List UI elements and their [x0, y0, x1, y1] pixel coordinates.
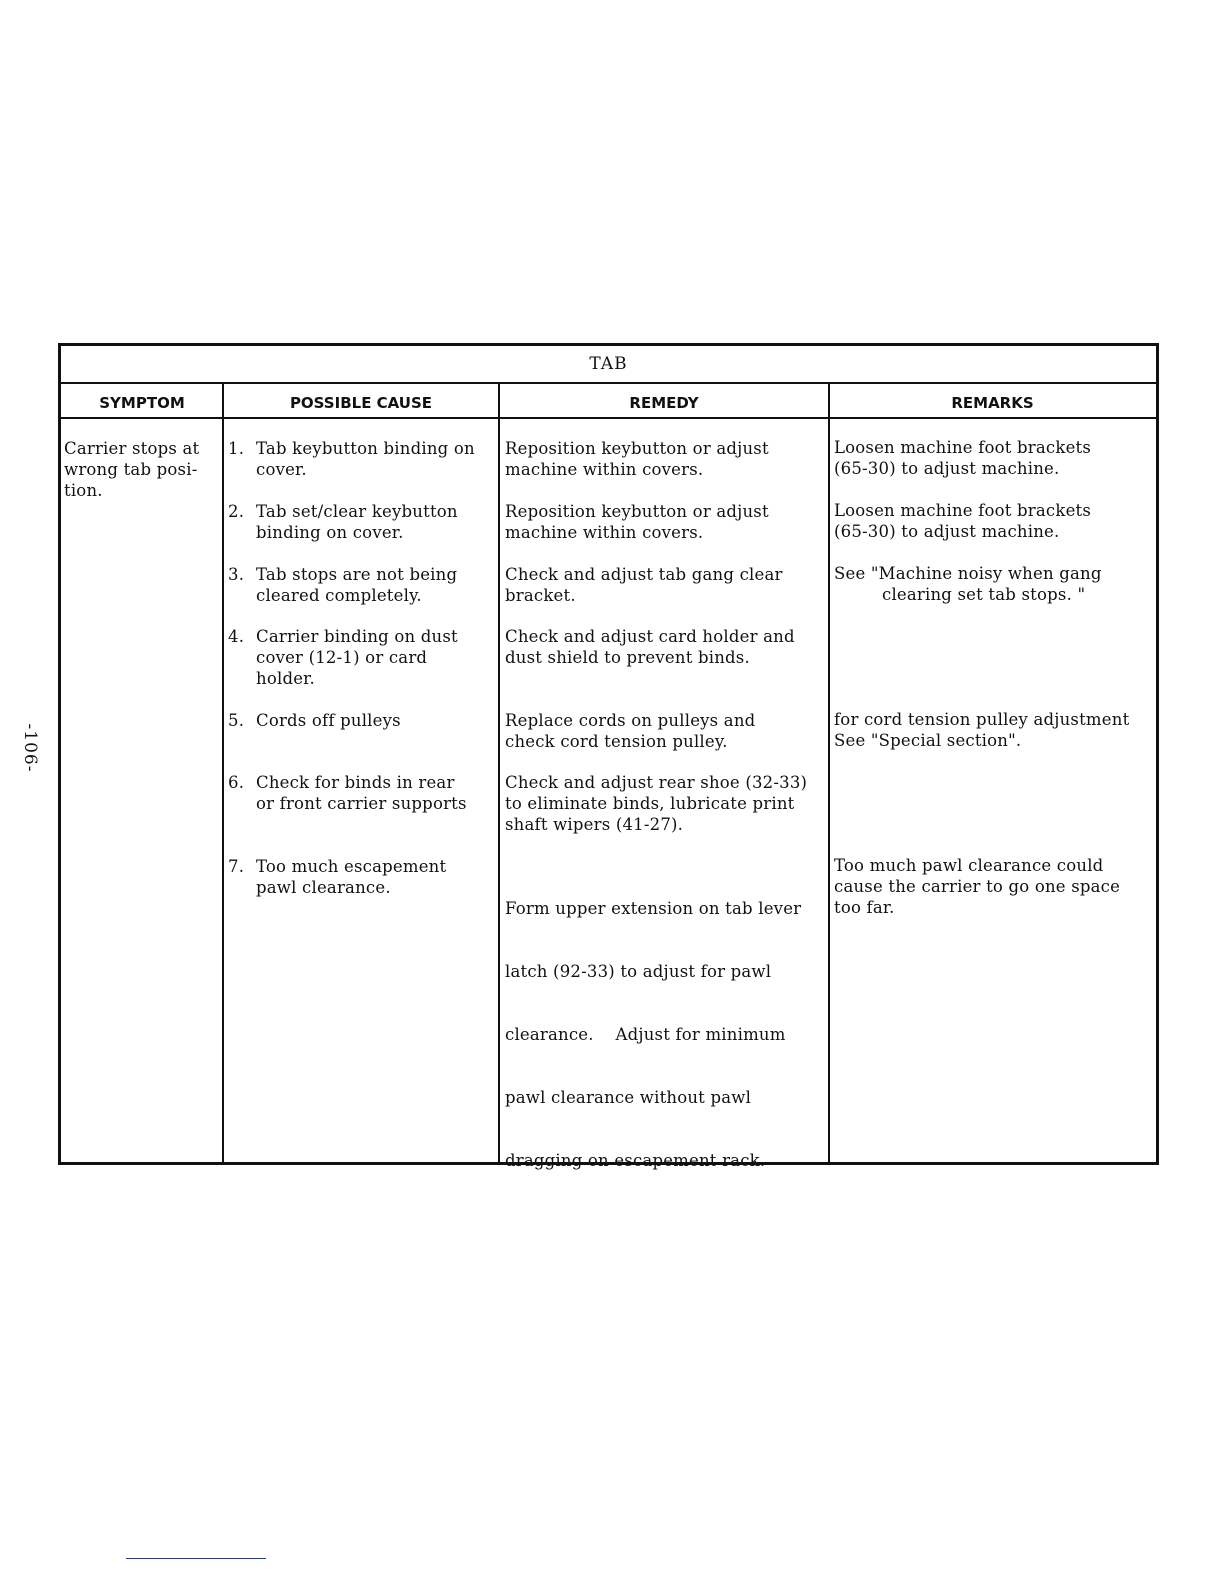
header-possible-cause: POSSIBLE CAUSE: [289, 393, 433, 412]
cause-line: cleared completely.: [256, 586, 422, 605]
cause-line: pawl clearance.: [256, 878, 391, 897]
remedy-line: dragging on escapement rack.: [505, 1151, 766, 1170]
cause-line: Tab stops are not being: [256, 565, 458, 584]
remarks-cell: [834, 855, 1156, 918]
cause-number: 5.: [228, 711, 245, 730]
cause-line: Check for binds in rear: [256, 773, 455, 792]
remedy-line: machine within covers.: [505, 460, 704, 479]
cause-line: binding on cover.: [256, 523, 404, 542]
symptom-line: Carrier stops at: [64, 439, 200, 458]
remedy-line: clearance. Adjust for minimum: [505, 1025, 786, 1044]
remedy-line: to eliminate binds, lubricate print: [505, 794, 795, 813]
cause-line: holder.: [256, 669, 315, 688]
remedy-cell: [505, 710, 827, 752]
remedy-line: Check and adjust tab gang clear: [505, 565, 783, 584]
remedy-line: Check and adjust rear shoe (32-33): [505, 773, 808, 792]
header-remedy: REMEDY: [629, 393, 699, 412]
remarks-cell: [834, 563, 1156, 605]
cause-line: Cords off pulleys: [256, 711, 401, 730]
troubleshooting-table: [58, 343, 1159, 1170]
cause-number: 1.: [228, 439, 245, 458]
cause-cell: [228, 501, 496, 543]
remarks-line: (65-30) to adjust machine.: [834, 459, 1060, 478]
remarks-line: Loosen machine foot brackets: [834, 501, 1092, 520]
cause-line: Carrier binding on dust: [256, 627, 458, 646]
remedy-cell: [505, 856, 829, 1213]
symptom-cell: [64, 438, 222, 501]
cause-line: cover (12-1) or card: [256, 648, 428, 667]
cause-line: Tab keybutton binding on: [256, 439, 475, 458]
table-title: TAB: [61, 346, 1156, 384]
remedy-line: Form upper extension on tab lever: [505, 899, 802, 918]
cause-cell: [228, 856, 496, 898]
remarks-line: for cord tension pulley adjustment: [834, 710, 1130, 729]
remedy-cell: [505, 501, 827, 543]
cause-line: Tab set/clear keybutton: [256, 502, 458, 521]
remarks-line: too far.: [834, 898, 895, 917]
cause-cell: [228, 772, 500, 814]
cause-cell: [228, 626, 496, 689]
remedy-cell: [505, 438, 827, 480]
remarks-line: cause the carrier to go one space: [834, 877, 1121, 896]
page-number: -106-: [20, 723, 40, 773]
cause-line: cover.: [256, 460, 307, 479]
cause-number: 2.: [228, 502, 245, 521]
remedy-line: check cord tension pulley.: [505, 732, 728, 751]
remedy-line: Reposition keybutton or adjust: [505, 439, 769, 458]
remedy-cell: [505, 564, 827, 606]
cause-line: or front carrier supports: [256, 794, 467, 813]
remedy-line: shaft wipers (41-27).: [505, 815, 684, 834]
symptom-line: wrong tab posi-: [64, 460, 198, 479]
remarks-line: See "Special section".: [834, 731, 1022, 750]
cause-cell: [228, 564, 496, 606]
header-remarks: REMARKS: [951, 393, 1034, 412]
cause-cell: [228, 438, 496, 480]
column-divider: [222, 382, 224, 1162]
remedy-line: Replace cords on pulleys and: [505, 711, 756, 730]
cause-line: Too much escapement: [256, 857, 447, 876]
remedy-line: latch (92-33) to adjust for pawl: [505, 962, 772, 981]
header-symptom: SYMPTOM: [99, 393, 185, 412]
footnote-rule: [126, 1558, 266, 1559]
remarks-cell: [834, 500, 1156, 542]
remarks-line: Too much pawl clearance could: [834, 856, 1104, 875]
cause-cell: [228, 710, 496, 731]
remarks-cell: [834, 437, 1156, 479]
remarks-line: Loosen machine foot brackets: [834, 438, 1092, 457]
header-divider: [61, 417, 1156, 419]
cause-number: 4.: [228, 627, 245, 646]
remedy-line: machine within covers.: [505, 523, 704, 542]
remarks-line: (65-30) to adjust machine.: [834, 522, 1060, 541]
remedy-line: pawl clearance without pawl: [505, 1088, 752, 1107]
cause-number: 7.: [228, 857, 245, 876]
remedy-line: bracket.: [505, 586, 576, 605]
remarks-line: See "Machine noisy when gang: [834, 564, 1102, 583]
remedy-cell: [505, 772, 831, 835]
cause-number: 6.: [228, 773, 245, 792]
remarks-cell: [834, 709, 1159, 751]
cause-number: 3.: [228, 565, 245, 584]
remedy-line: Check and adjust card holder and: [505, 627, 795, 646]
remedy-line: dust shield to prevent binds.: [505, 648, 750, 667]
remedy-cell: [505, 626, 827, 668]
remarks-line: clearing set tab stops. ": [882, 585, 1086, 604]
remedy-line: Reposition keybutton or adjust: [505, 502, 769, 521]
symptom-line: tion.: [64, 481, 103, 500]
